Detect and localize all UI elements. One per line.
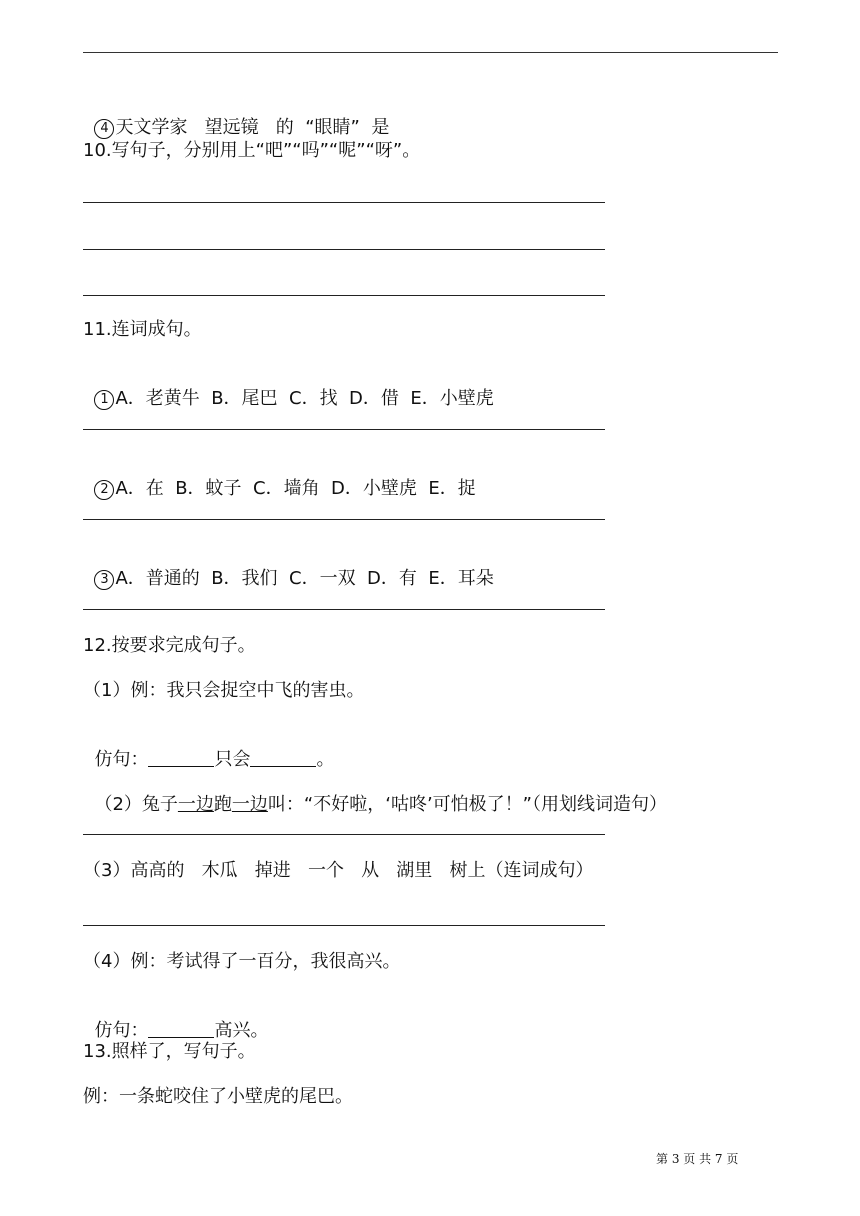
q11-item-1-text: A．老黄牛 B．尾巴 C．找 D．借 E．小壁虎 <box>115 388 494 409</box>
q12-p4-imitate <box>83 995 268 1043</box>
imitate-mid: 只会 <box>214 749 251 770</box>
answer-line-q10-2[interactable] <box>83 249 605 250</box>
q10-title: 10.写句子，分别用上“吧”“吗”“呢”“呀”。 <box>83 140 421 161</box>
q12-p1-example: （1）例：我只会捉空中飞的害虫。 <box>83 680 365 701</box>
fill-blank-1[interactable] <box>148 748 214 767</box>
q12-p2 <box>83 769 667 817</box>
q12-p2-text-a: （2）兔子 <box>94 794 178 815</box>
circled-number-3: 3 <box>94 570 114 590</box>
q9-item-4-text: 天文学家 望远镜 的 “眼睛” 是 <box>115 117 390 138</box>
q12-p2-text-b: 跑 <box>213 794 232 815</box>
imitate-end: 高兴。 <box>214 1020 269 1041</box>
imitate-label: 仿句： <box>94 1020 149 1041</box>
q12-p3: （3）高高的 木瓜 掉进 一个 从 湖里 树上（连词成句） <box>83 860 594 881</box>
answer-line-q10-3[interactable] <box>83 295 605 296</box>
answer-line-q12-2[interactable] <box>83 834 605 835</box>
q11-item-3 <box>83 543 494 591</box>
answer-line-q11-3[interactable] <box>83 609 605 610</box>
q13-example: 例：一条蛇咬住了小壁虎的尾巴。 <box>83 1086 353 1107</box>
header-rule <box>83 52 778 53</box>
q11-item-2-text: A．在 B．蚊子 C．墙角 D．小壁虎 E．捉 <box>115 478 476 499</box>
answer-line-q10-1[interactable] <box>83 202 605 203</box>
imitate-end: 。 <box>316 749 335 770</box>
underlined-word-1: 一边 <box>177 794 214 815</box>
q12-p2-text-c: 叫：“不好啦，‘咕咚’可怕极了！”（用划线词造句） <box>267 794 667 815</box>
q13-title: 13.照样了，写句子。 <box>83 1041 256 1062</box>
q9-item-4 <box>83 92 389 140</box>
answer-line-q12-3[interactable] <box>83 925 605 926</box>
circled-number-2: 2 <box>94 480 114 500</box>
imitate-label: 仿句： <box>94 749 149 770</box>
q11-item-3-text: A．普通的 B．我们 C．一双 D．有 E．耳朵 <box>115 568 494 589</box>
page-footer: 第 3 页 共 7 页 <box>656 1152 739 1166</box>
underlined-word-2: 一边 <box>231 794 268 815</box>
q11-title: 11.连词成句。 <box>83 319 202 340</box>
q12-p1-imitate <box>83 724 334 772</box>
fill-blank-3[interactable] <box>148 1019 214 1038</box>
q11-item-2 <box>83 453 476 501</box>
circled-number-4: 4 <box>94 119 114 139</box>
answer-line-q11-1[interactable] <box>83 429 605 430</box>
fill-blank-2[interactable] <box>250 748 316 767</box>
q12-title: 12.按要求完成句子。 <box>83 635 256 656</box>
q11-item-1 <box>83 363 494 411</box>
q12-p4-example: （4）例：考试得了一百分，我很高兴。 <box>83 951 401 972</box>
answer-line-q11-2[interactable] <box>83 519 605 520</box>
circled-number-1: 1 <box>94 390 114 410</box>
